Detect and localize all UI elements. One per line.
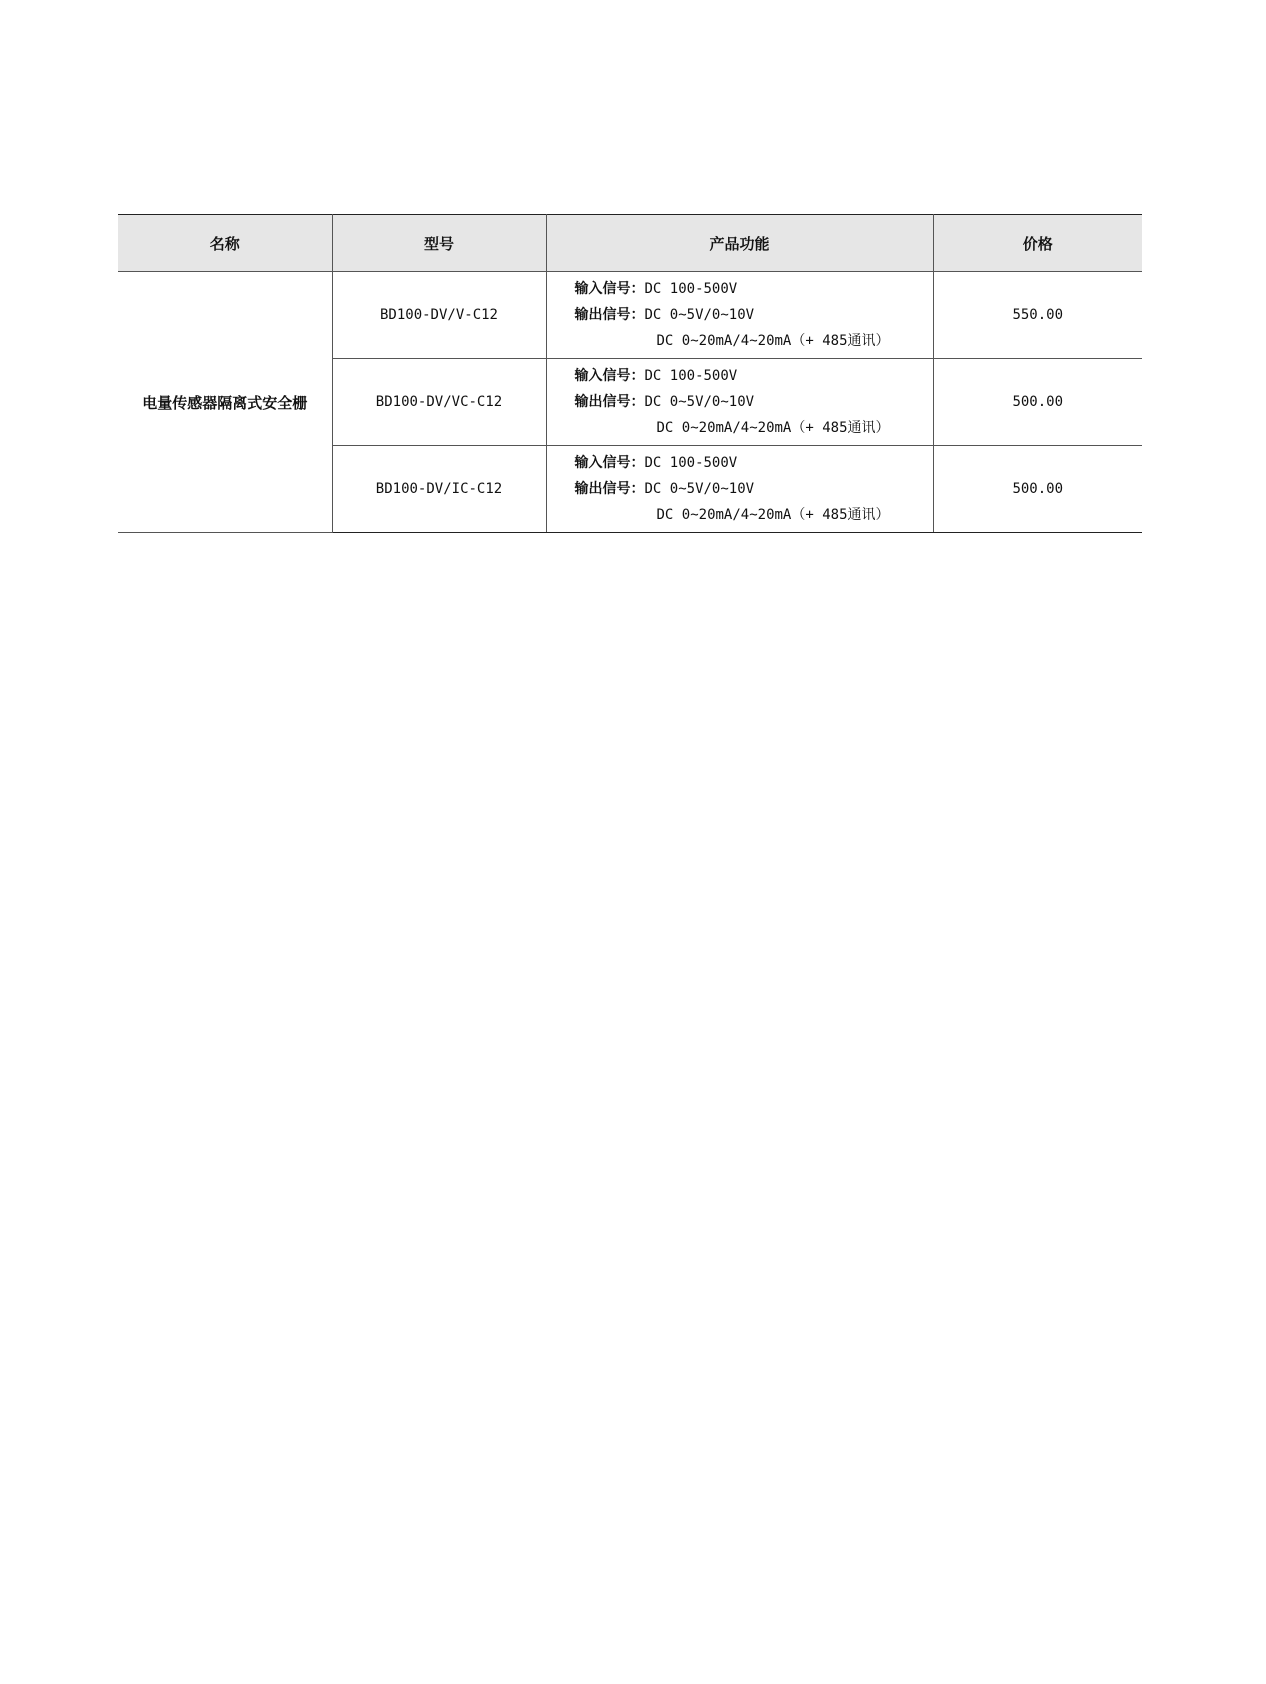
product-group-name: 电量传感器隔离式安全栅: [118, 272, 332, 533]
input-signal-line: [575, 276, 933, 302]
header-row: [118, 215, 1142, 272]
model-cell: BD100-DV/IC-C12: [332, 446, 546, 533]
input-signal-value: DC 100-500V: [644, 455, 738, 471]
output-signal-label: 输出信号：: [574, 307, 645, 323]
model-cell: BD100-DV/VC-C12: [332, 359, 546, 446]
table-body: [118, 272, 1142, 533]
output-signal-label: 输出信号：: [574, 394, 645, 410]
output-signal-line: [575, 476, 933, 502]
function-cell: [546, 446, 933, 533]
output-signal-line: [575, 389, 933, 415]
input-signal-label: 输入信号：: [574, 455, 645, 471]
header-price: 价格: [933, 215, 1142, 272]
input-signal-value: DC 100-500V: [644, 368, 738, 384]
header-name: 名称: [118, 215, 332, 272]
output-signal-value-1: DC 0~5V/0~10V: [644, 307, 755, 323]
function-cell: [546, 272, 933, 359]
table-row: [118, 272, 1142, 359]
input-signal-label: 输入信号：: [574, 281, 645, 297]
output-signal-value-1: DC 0~5V/0~10V: [644, 394, 755, 410]
output-signal-value-1: DC 0~5V/0~10V: [644, 481, 755, 497]
header-model: 型号: [332, 215, 546, 272]
model-cell: BD100-DV/V-C12: [332, 272, 546, 359]
price-cell: 550.00: [933, 272, 1142, 359]
input-signal-line: [575, 363, 933, 389]
product-price-table: [118, 214, 1142, 533]
output-signal-label: 输出信号：: [574, 481, 645, 497]
price-cell: 500.00: [933, 359, 1142, 446]
table-header: [118, 215, 1142, 272]
price-cell: 500.00: [933, 446, 1142, 533]
output-signal-line: [575, 302, 933, 328]
header-function: 产品功能: [546, 215, 933, 272]
output-signal-value-2: DC 0~20mA/4~20mA（+ 485通讯）: [656, 507, 890, 523]
output-signal-value-2: DC 0~20mA/4~20mA（+ 485通讯）: [656, 420, 890, 436]
input-signal-line: [575, 450, 933, 476]
output-signal-value-2: DC 0~20mA/4~20mA（+ 485通讯）: [656, 333, 890, 349]
function-cell: [546, 359, 933, 446]
input-signal-label: 输入信号：: [574, 368, 645, 384]
input-signal-value: DC 100-500V: [644, 281, 738, 297]
